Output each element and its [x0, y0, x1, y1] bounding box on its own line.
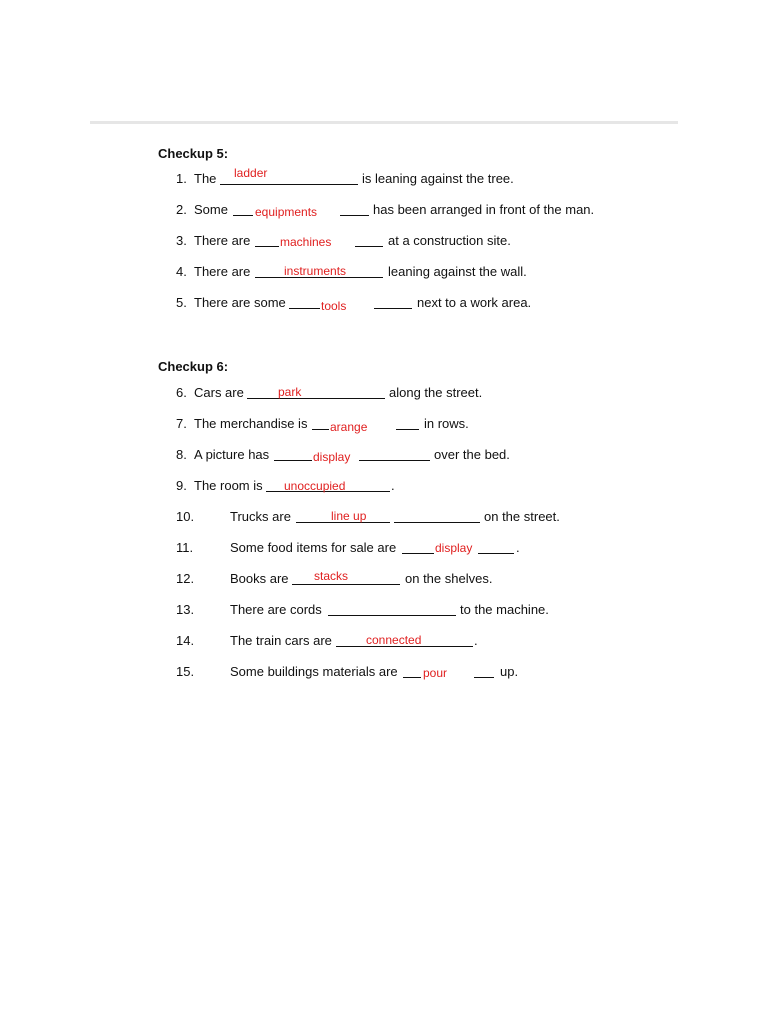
question-number: 15.: [176, 664, 195, 679]
question-number: 10.: [176, 509, 195, 524]
question-prefix: There are: [194, 264, 251, 279]
question-suffix: along the street.: [389, 385, 483, 400]
question-number: 13.: [176, 602, 195, 617]
written-answer: tools: [321, 299, 347, 313]
question-number: 8.: [176, 447, 187, 462]
question-prefix: There are some: [194, 295, 286, 310]
question-suffix: up.: [500, 664, 519, 679]
answer-blank: [292, 584, 400, 585]
question-prefix: Some food items for sale are: [230, 540, 397, 555]
answer-blank: [340, 215, 369, 216]
question-number: 5.: [176, 295, 187, 310]
written-answer: connected: [366, 633, 422, 647]
answer-blank: [474, 677, 494, 678]
question-number: 2.: [176, 202, 187, 217]
question-suffix: leaning against the wall.: [388, 264, 527, 279]
question-number: 7.: [176, 416, 187, 431]
answer-blank: [220, 184, 358, 185]
question-suffix: .: [391, 478, 395, 493]
question-prefix: A picture has: [194, 447, 270, 462]
question-suffix: has been arranged in front of the man.: [373, 202, 595, 217]
question-number: 3.: [176, 233, 187, 248]
question-number: 1.: [176, 171, 187, 186]
written-answer: pour: [423, 666, 448, 680]
question-prefix: Cars are: [194, 385, 244, 400]
question-suffix: at a construction site.: [388, 233, 511, 248]
written-answer: instruments: [284, 264, 347, 278]
question-suffix: on the street.: [484, 509, 560, 524]
written-answer: machines: [280, 235, 332, 249]
answer-blank: [478, 553, 514, 554]
written-answer: unoccupied: [284, 479, 346, 493]
answer-blank: [396, 429, 419, 430]
question-prefix: The train cars are: [230, 633, 332, 648]
checkup-5-title: Checkup 5:: [158, 146, 229, 161]
answer-blank: [402, 553, 434, 554]
answer-blank: [328, 615, 456, 616]
question-suffix: .: [516, 540, 520, 555]
question-suffix: on the shelves.: [405, 571, 493, 586]
answer-blank: [394, 522, 480, 523]
written-answer: display: [435, 541, 473, 555]
written-answer: arange: [330, 420, 368, 434]
question-suffix: is leaning against the tree.: [362, 171, 514, 186]
question-suffix: .: [474, 633, 478, 648]
question-number: 14.: [176, 633, 195, 648]
question-number: 11.: [176, 540, 194, 555]
question-prefix: Some: [194, 202, 228, 217]
question-prefix: Trucks are: [230, 509, 291, 524]
answer-blank: [403, 677, 421, 678]
answer-blank: [247, 398, 385, 399]
written-answer: display: [313, 450, 351, 464]
question-prefix: The room is: [194, 478, 263, 493]
question-number: 6.: [176, 385, 187, 400]
answer-blank: [374, 308, 412, 309]
question-prefix: There are cords: [230, 602, 322, 617]
question-number: 12.: [176, 571, 195, 586]
written-answer: line up: [331, 509, 367, 523]
question-prefix: Books are: [230, 571, 289, 586]
answer-blank: [289, 308, 320, 309]
question-suffix: to the machine.: [460, 602, 549, 617]
question-number: 4.: [176, 264, 187, 279]
answer-blank: [359, 460, 430, 461]
top-divider: [90, 121, 678, 124]
question-suffix: next to a work area.: [417, 295, 532, 310]
answer-blank: [255, 246, 279, 247]
answer-blank: [355, 246, 383, 247]
question-suffix: over the bed.: [434, 447, 510, 462]
question-prefix: The: [194, 171, 217, 186]
answer-blank: [274, 460, 312, 461]
written-answer: equipments: [255, 205, 318, 219]
question-suffix: in rows.: [424, 416, 469, 431]
written-answer: park: [278, 385, 302, 399]
question-prefix: The merchandise is: [194, 416, 308, 431]
checkup-6-title: Checkup 6:: [158, 359, 229, 374]
answer-blank: [312, 429, 329, 430]
written-answer: ladder: [234, 166, 268, 180]
question-number: 9.: [176, 478, 187, 493]
question-prefix: There are: [194, 233, 251, 248]
question-prefix: Some buildings materials are: [230, 664, 398, 679]
answer-blank: [233, 215, 253, 216]
written-answer: stacks: [314, 569, 349, 583]
